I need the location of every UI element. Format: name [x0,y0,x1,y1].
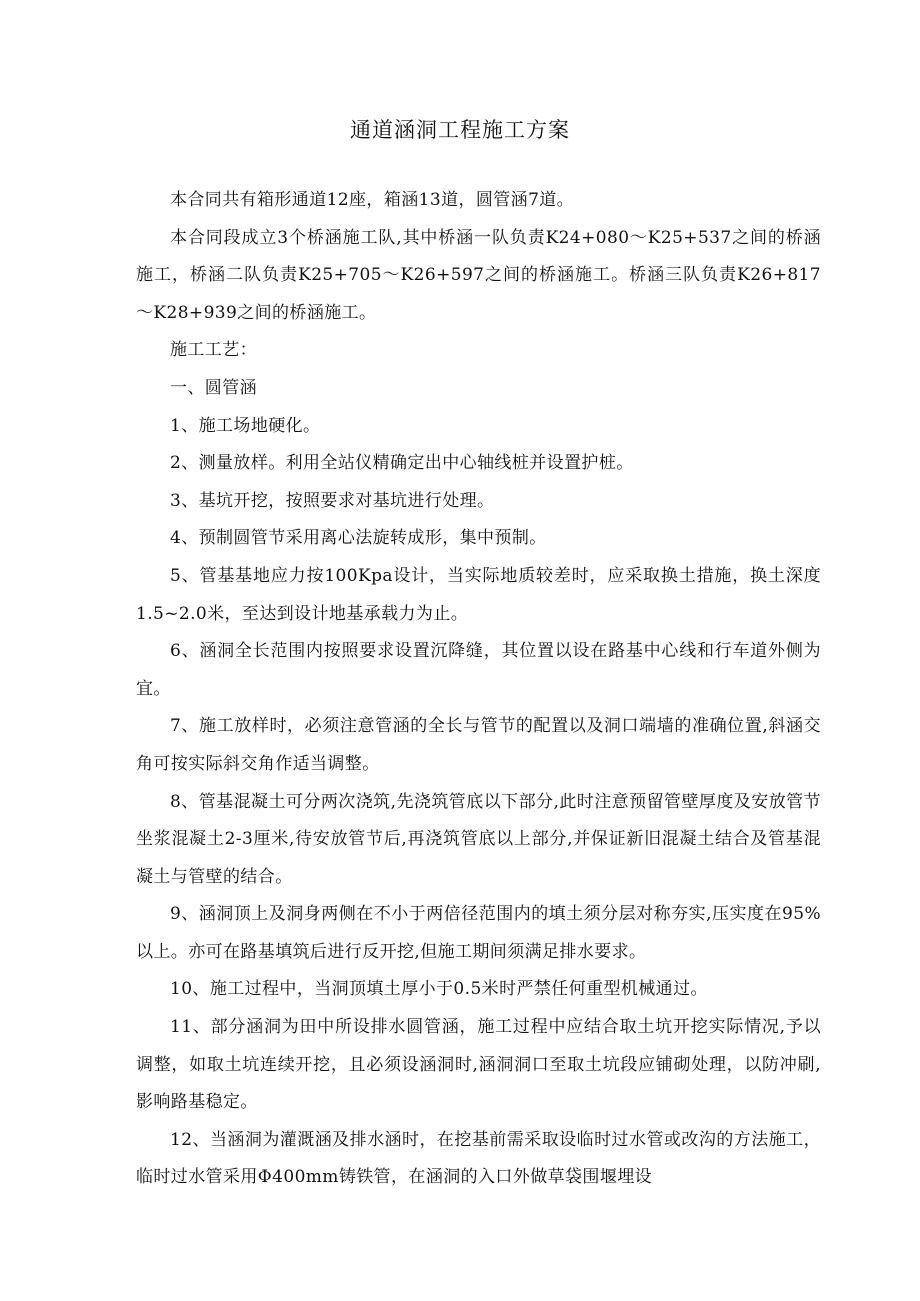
paragraph-step-5: 5、管基基地应力按100Kpa设计，当实际地质较差时，应采取换土措施，换土深度1.5~2.0米，至达到设计地基承载力为止。 [136,565,821,624]
paragraph-step-6: 6、涵洞全长范围内按照要求设置沉降缝，其位置以设在路基中心线和行车道外侧为宜。 [136,641,821,699]
paragraph-step-4: 4、预制圆管节采用离心法旋转成形，集中预制。 [170,528,547,549]
paragraph-process-heading: 施工工艺： [170,340,257,361]
paragraph-step-1: 1、施工场地硬化。 [170,415,321,436]
paragraph-step-12: 12、当涵洞为灌溉涵及排水涵时，在挖基前需采取设临时过水管或改沟的方法施工，临时过水管采用Φ400mm铸铁管，在涵洞的入口外做草袋围堰埋设 [136,1129,821,1188]
paragraph-step-8: 8、管基混凝土可分两次浇筑,先浇筑管底以下部分,此时注意预留管壁厚度及安放管节坐浆混凝土2-3厘米,待安放管节后,再浇筑管底以上部分,并保证新旧混凝土结合及管基混凝土与管壁的结合。 [136,791,821,887]
paragraph-step-9: 9、涵洞顶上及洞身两侧在不小于两倍径范围内的填土须分层对称夯实,压实度在95%以上。亦可在路基填筑后进行反开挖,但施工期间须满足排水要求。 [136,904,821,962]
paragraph-teams: 本合同段成立3个桥涵施工队,其中桥涵一队负责K24+080～K25+537之间的桥涵施工，桥涵二队负责K25+705～K26+597之间的桥涵施工。桥涵三队负责K26+817～K28+939之间的桥涵施工。 [136,227,821,323]
paragraph-step-10: 10、施工过程中，当洞顶填土厚小于0.5米时严禁任何重型机械通过。 [170,979,708,1000]
paragraph-step-11: 11、部分涵洞为田中所设排水圆管涵，施工过程中应结合取土坑开挖实际情况,予以调整，如取土坑连续开挖，且必须设涵洞时,涵洞洞口至取土坑段应铺砌处理，以防冲刷,影响路基稳定。 [136,1017,821,1113]
section-heading-pipe-culvert: 一、圆管涵 [170,377,257,398]
document-title: 通道涵洞工程施工方案 [350,118,570,142]
paragraph-step-7: 7、施工放样时，必须注意管涵的全长与管节的配置以及洞口端墙的准确位置,斜涵交角可按实际斜交角作适当调整。 [136,716,821,774]
paragraph-step-3: 3、基坑开挖，按照要求对基坑进行处理。 [170,490,495,511]
paragraph-summary: 本合同共有箱形通道12座，箱涵13道，圆管涵7道。 [170,190,575,210]
paragraph-step-2: 2、测量放样。利用全站仪精确定出中心轴线桩并设置护桩。 [170,453,634,474]
document-body [136,182,821,1197]
